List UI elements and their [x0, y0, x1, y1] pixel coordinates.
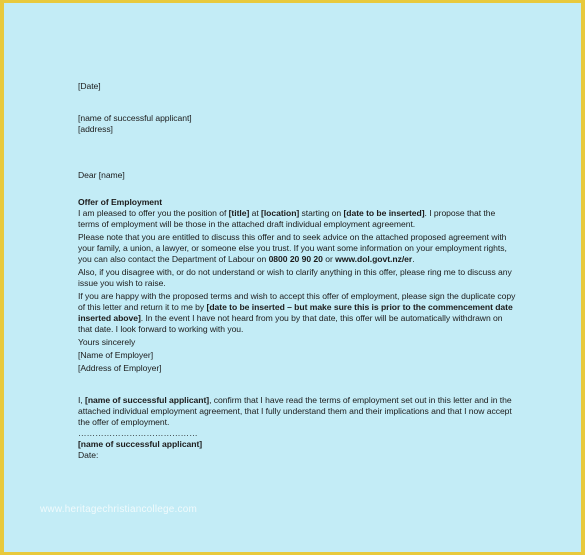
- employer-address: [Address of Employer]: [78, 363, 162, 373]
- letter-body: [78, 81, 518, 461]
- paragraph-advice: Please note that you are entitled to discuss this offer and to seek advice on the attached proposed agreement with your family, a union, a lawyer, or someone else you trust. If you want some information on your employment rights, you can also contact the Department of Labour on 0800 20 90 20 or www.dol.govt.nz/er.: [78, 232, 507, 264]
- phone-number: 0800 20 90 20: [268, 254, 323, 264]
- paragraph-offer: I am pleased to offer you the position of [title] at [location] starting on [date to be inserted]. I propose that the terms of employment will be those in the attached draft individual employment agreement.: [78, 208, 496, 229]
- salutation: Dear [name]: [78, 170, 125, 180]
- recipient-name: [name of successful applicant]: [78, 113, 192, 123]
- acceptance-statement: I, [name of successful applicant], confirm that I have read the terms of employment set out in this letter and in the attached individual employment agreement, that I fully understand them and their implications and that I now accept the offer of employment.: [78, 395, 512, 427]
- paragraph-clarify: Also, if you disagree with, or do not understand or wish to clarify anything in this offer, please ring me to discuss any issue you wish to raise.: [78, 267, 512, 288]
- watermark: www.heritagechristiancollege.com: [40, 504, 198, 515]
- signer-name: [name of successful applicant]: [78, 439, 203, 449]
- signature-line: ……………………………………: [78, 428, 198, 438]
- date-placeholder: [Date]: [78, 81, 101, 91]
- offer-heading: Offer of Employment: [78, 197, 163, 207]
- employer-name: [Name of Employer]: [78, 350, 154, 360]
- closing: Yours sincerely: [78, 337, 136, 347]
- letter-page: [4, 3, 581, 552]
- date-label: Date:: [78, 450, 99, 460]
- recipient-address: [address]: [78, 124, 113, 134]
- paragraph-accept: If you are happy with the proposed terms and wish to accept this offer of employment, please sign the duplicate copy of this letter and return it to me by [date to be inserted – but make sure this is prior to the commencement date inserted above]. In the event I have not heard from you by that date, this offer will be automatically withdrawn on that date. I look forward to working with you.: [78, 291, 516, 334]
- website-link: www.dol.govt.nz/er: [335, 254, 413, 264]
